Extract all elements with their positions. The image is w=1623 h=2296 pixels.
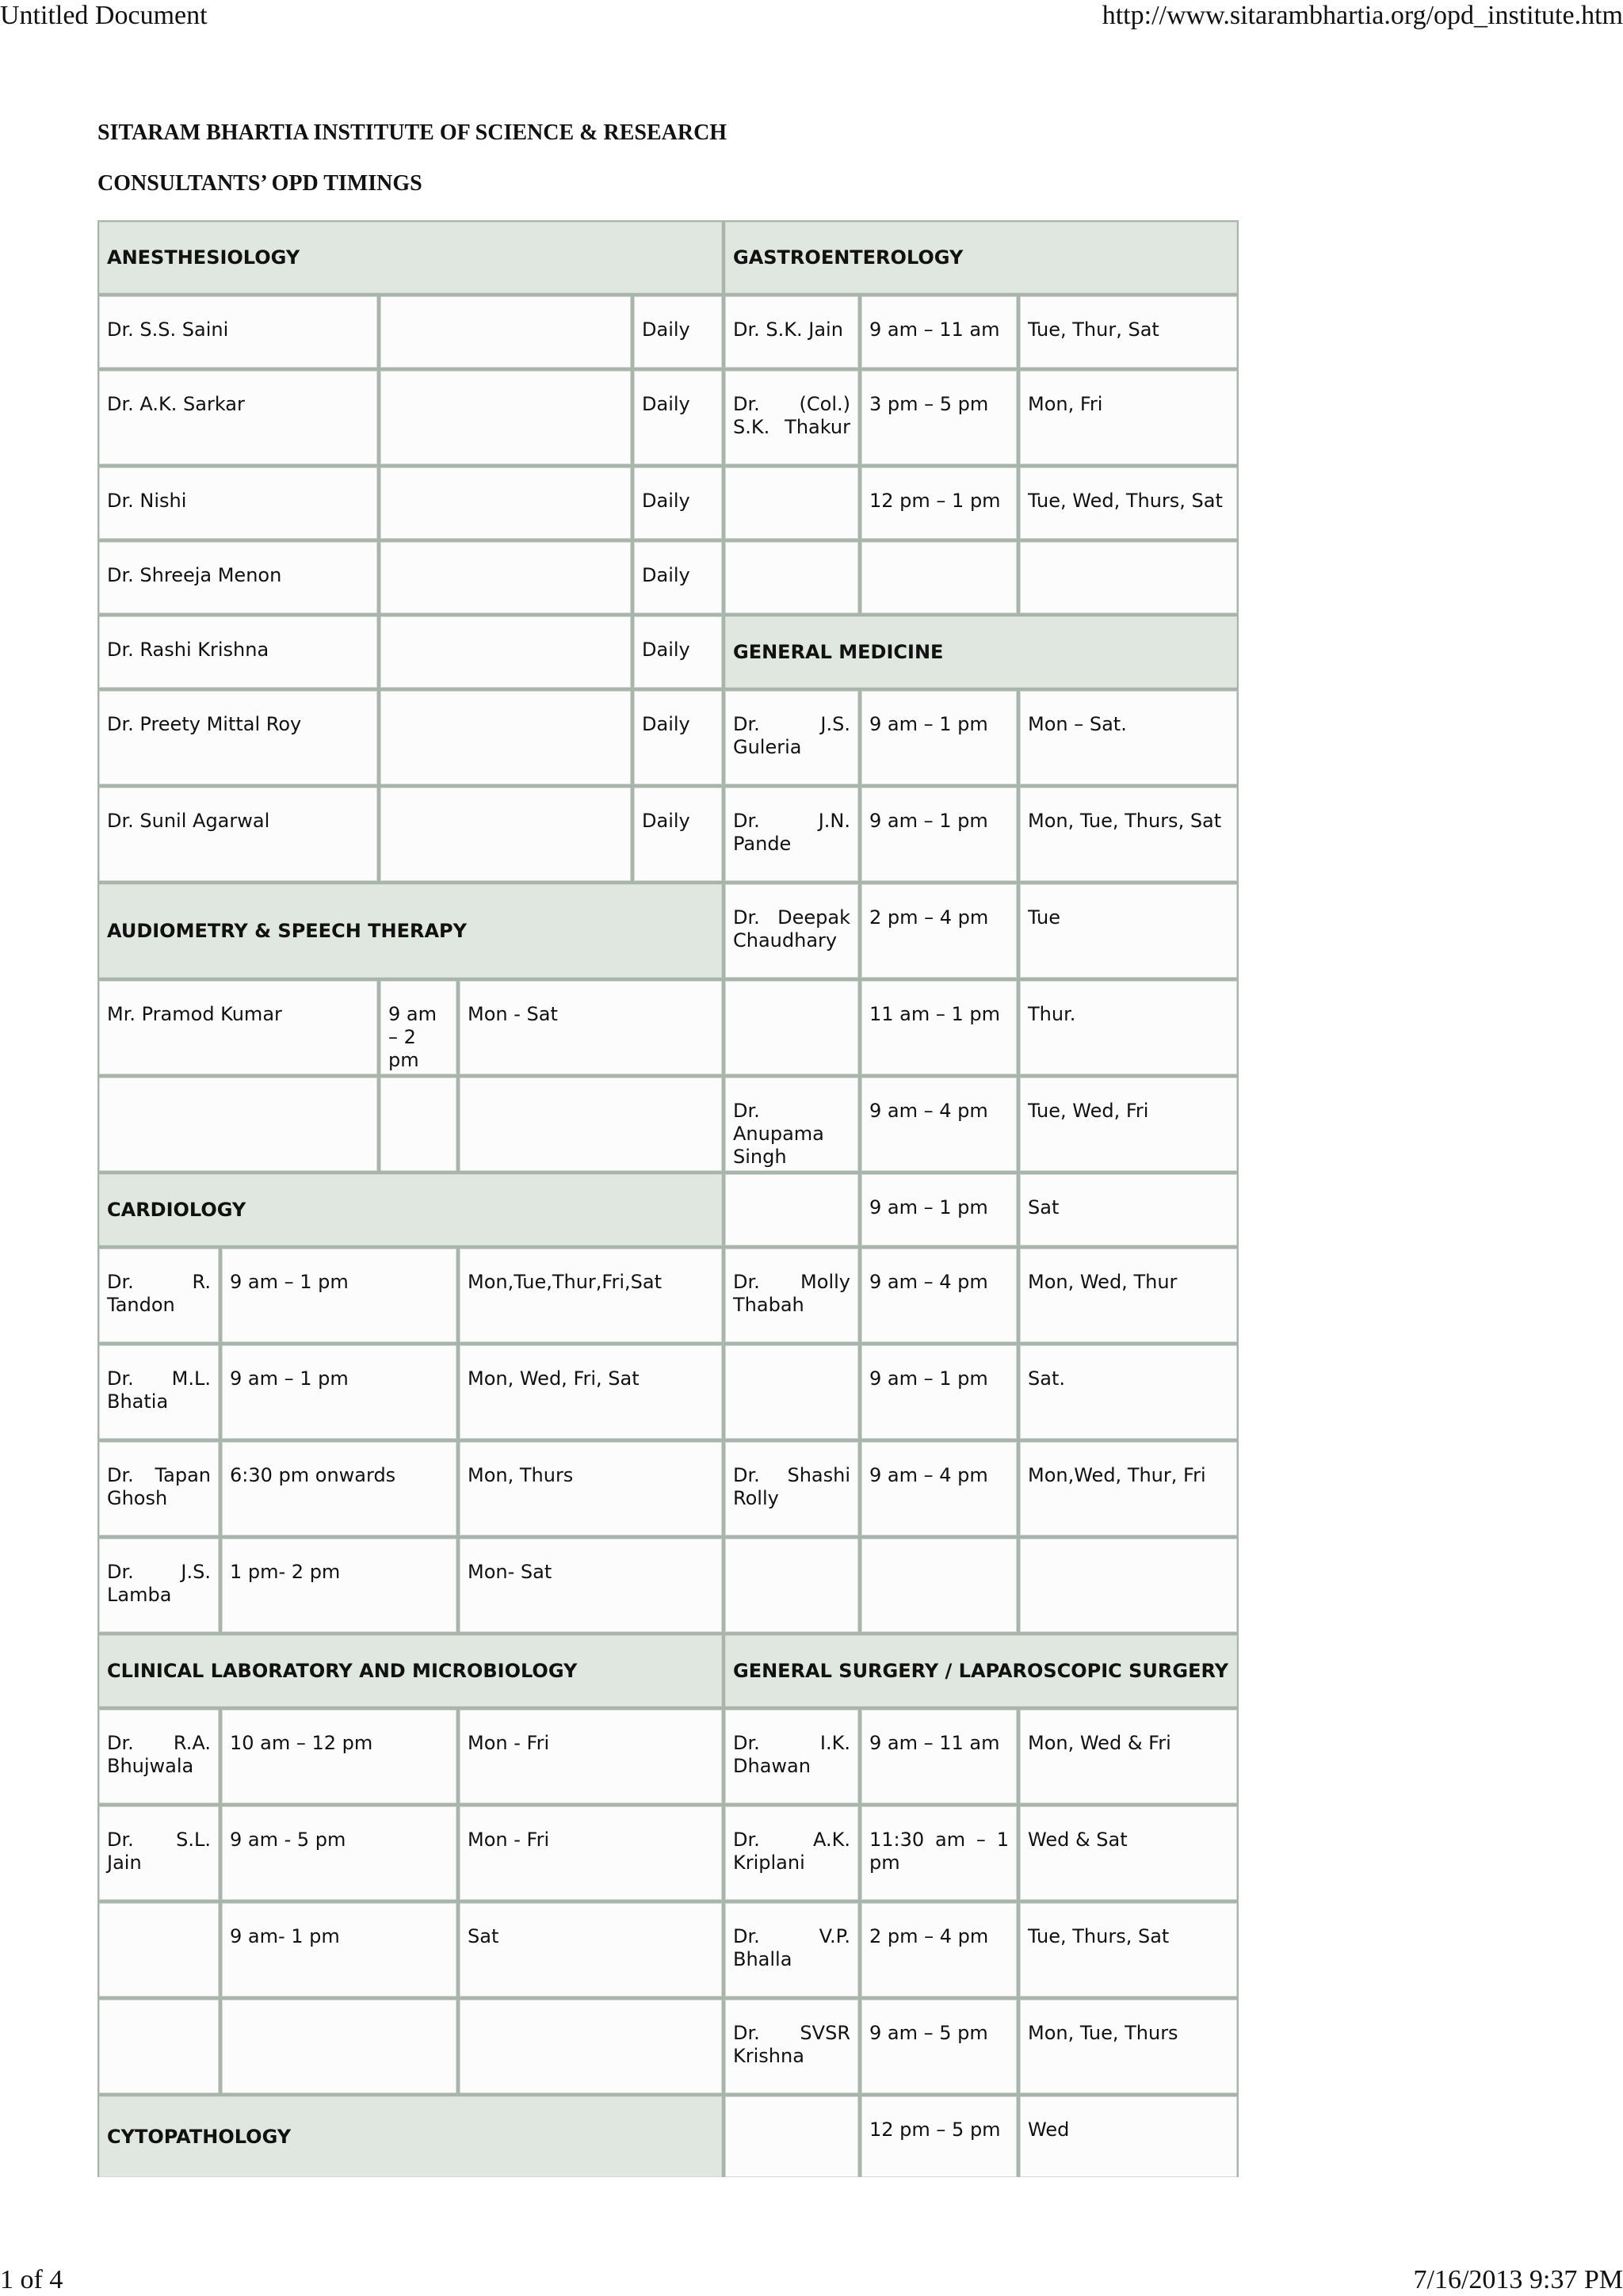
doctor-name: Dr. Sunil Agarwal [99,788,377,881]
opd-days: Mon,Wed, Thur, Fri [1020,1442,1237,1535]
doctor-name [99,1903,219,1997]
section-header-cardiology: CARDIOLOGY [99,1174,722,1245]
opd-time: 9 am – 1 pm [861,691,1017,784]
opd-time: 11 am – 1 pm [861,981,1017,1074]
section-header-audiometry: AUDIOMETRY & SPEECH THERAPY [99,884,722,978]
doctor-name: Dr. (Col.) S.K. Thakur [725,371,858,464]
opd-time: 9 am - 5 pm [222,1806,456,1900]
opd-time [380,371,631,464]
opd-days: Tue, Thur, Sat [1020,296,1237,368]
doctor-name: Mr. Pramod Kumar [99,981,377,1074]
section-header-gastroenterology: GASTROENTEROLOGY [725,222,1237,293]
doctor-name: Dr. S.L. Jain [99,1806,219,1900]
opd-days [460,1077,722,1171]
doctor-name [725,1345,858,1439]
opd-days: Daily [634,691,722,784]
opd-days: Mon - Fri [460,1710,722,1803]
opd-time: 9 am – 1 pm [861,1345,1017,1439]
opd-days: Mon - Sat [460,981,722,1074]
doctor-name: Dr. M.L. Bhatia [99,1345,219,1439]
opd-time: 9 am – 1 pm [222,1249,456,1342]
doctor-name: Dr. Shashi Rolly [725,1442,858,1535]
opd-time: 9 am – 4 pm [861,1442,1017,1535]
doctor-name: Dr. Rashi Krishna [99,616,377,688]
opd-days: Mon- Sat [460,1539,722,1632]
opd-days: Mon - Fri [460,1806,722,1900]
opd-time [380,467,631,539]
doctor-name: Dr. Molly Thabah [725,1249,858,1342]
opd-time: 2 pm – 4 pm [861,884,1017,978]
opd-table [97,220,1239,2177]
doctor-name: Dr. S.S. Saini [99,296,377,368]
opd-days: Wed [1020,2096,1237,2177]
opd-time: 11:30 am – 1 pm [861,1806,1017,1900]
doctor-name: Dr. A.K. Kriplani [725,1806,858,1900]
opd-time: 12 pm – 5 pm [861,2096,1017,2177]
opd-days: Mon, Wed, Thur [1020,1249,1237,1342]
opd-days: Daily [634,616,722,688]
page-url: http://www.sitarambhartia.org/opd_institute.htm [1102,1,1623,30]
opd-time: 9 am – 4 pm [861,1249,1017,1342]
doctor-name: Dr. J.S. Lamba [99,1539,219,1632]
opd-time: 3 pm – 5 pm [861,371,1017,464]
opd-time: 9 am – 11 am [861,1710,1017,1803]
doctor-name: Dr. Shreeja Menon [99,542,377,613]
opd-days [1020,1539,1237,1632]
opd-time: 9 am – 1 pm [222,1345,456,1439]
doctor-name: Dr. I.K. Dhawan [725,1710,858,1803]
section-header-general-medicine: GENERAL MEDICINE [725,616,1237,688]
doctor-name: Dr. A.K. Sarkar [99,371,377,464]
section-header-anesthesiology: ANESTHESIOLOGY [99,222,722,293]
page-title: Untitled Document [0,1,208,30]
opd-time [380,296,631,368]
opd-time: 9 am – 11 am [861,296,1017,368]
opd-days: Daily [634,371,722,464]
section-header-general-surgery: GENERAL SURGERY / LAPAROSCOPIC SURGERY [725,1635,1237,1707]
doctor-name: Dr. Anupama Singh [725,1077,858,1171]
opd-time: 9 am – 5 pm [861,2000,1017,2093]
doctor-name: Dr. S.K. Jain [725,296,858,368]
opd-time [380,616,631,688]
opd-days: Mon,Tue,Thur,Fri,Sat [460,1249,722,1342]
opd-time: 9 am – 2 pm [380,981,456,1074]
opd-time [380,691,631,784]
opd-days: Mon, Fri [1020,371,1237,464]
doctor-name: Dr. Tapan Ghosh [99,1442,219,1535]
opd-days: Wed & Sat [1020,1806,1237,1900]
doctor-name: Dr. Deepak Chaudhary [725,884,858,978]
opd-time: 10 am – 12 pm [222,1710,456,1803]
section-header-cytopathology: CYTOPATHOLOGY [99,2096,722,2177]
opd-days: Mon, Tue, Thurs, Sat [1020,788,1237,881]
doctor-name [725,2096,858,2177]
opd-time [380,1077,456,1171]
opd-time: 9 am – 1 pm [861,788,1017,881]
opd-days: Tue [1020,884,1237,978]
opd-time: 6:30 pm onwards [222,1442,456,1535]
doctor-name [99,1077,377,1171]
doctor-name: Dr. J.N. Pande [725,788,858,881]
opd-timings-heading: CONSULTANTS’ OPD TIMINGS [97,171,422,196]
opd-days: Sat [460,1903,722,1997]
doctor-name: Dr. Preety Mittal Roy [99,691,377,784]
opd-time: 9 am – 4 pm [861,1077,1017,1171]
print-timestamp: 7/16/2013 9:37 PM [1413,2265,1623,2294]
opd-days: Daily [634,542,722,613]
opd-days: Tue, Thurs, Sat [1020,1903,1237,1997]
opd-days: Tue, Wed, Fri [1020,1077,1237,1171]
doctor-name: Dr. R. Tandon [99,1249,219,1342]
doctor-name [725,467,858,539]
doctor-name: Dr. V.P. Bhalla [725,1903,858,1997]
opd-time [861,1539,1017,1632]
opd-time [380,542,631,613]
opd-days: Mon – Sat. [1020,691,1237,784]
doctor-name: Dr. Nishi [99,467,377,539]
opd-time: 2 pm – 4 pm [861,1903,1017,1997]
opd-days: Daily [634,467,722,539]
opd-days: Mon, Wed, Fri, Sat [460,1345,722,1439]
doctor-name [99,2000,219,2093]
opd-days: Daily [634,296,722,368]
opd-days: Sat. [1020,1345,1237,1439]
opd-time: 9 am – 1 pm [861,1174,1017,1245]
doctor-name [725,1174,858,1245]
opd-time: 9 am- 1 pm [222,1903,456,1997]
opd-time: 12 pm – 1 pm [861,467,1017,539]
opd-days: Tue, Wed, Thurs, Sat [1020,467,1237,539]
opd-days [460,2000,722,2093]
doctor-name: Dr. R.A. Bhujwala [99,1710,219,1803]
doctor-name [725,981,858,1074]
opd-time [861,542,1017,613]
doctor-name: Dr. J.S. Guleria [725,691,858,784]
opd-days [1020,542,1237,613]
opd-days: Thur. [1020,981,1237,1074]
opd-days: Sat [1020,1174,1237,1245]
doctor-name [725,542,858,613]
institute-heading: SITARAM BHARTIA INSTITUTE OF SCIENCE & RESEARCH [97,120,727,145]
opd-days: Mon, Wed & Fri [1020,1710,1237,1803]
doctor-name [725,1539,858,1632]
opd-time [380,788,631,881]
opd-time [222,2000,456,2093]
opd-days: Daily [634,788,722,881]
opd-time: 1 pm- 2 pm [222,1539,456,1632]
opd-days: Mon, Tue, Thurs [1020,2000,1237,2093]
opd-days: Mon, Thurs [460,1442,722,1535]
doctor-name: Dr. SVSR Krishna [725,2000,858,2093]
section-header-clinical-lab: CLINICAL LABORATORY AND MICROBIOLOGY [99,1635,722,1707]
page-count: 1 of 4 [0,2265,63,2294]
